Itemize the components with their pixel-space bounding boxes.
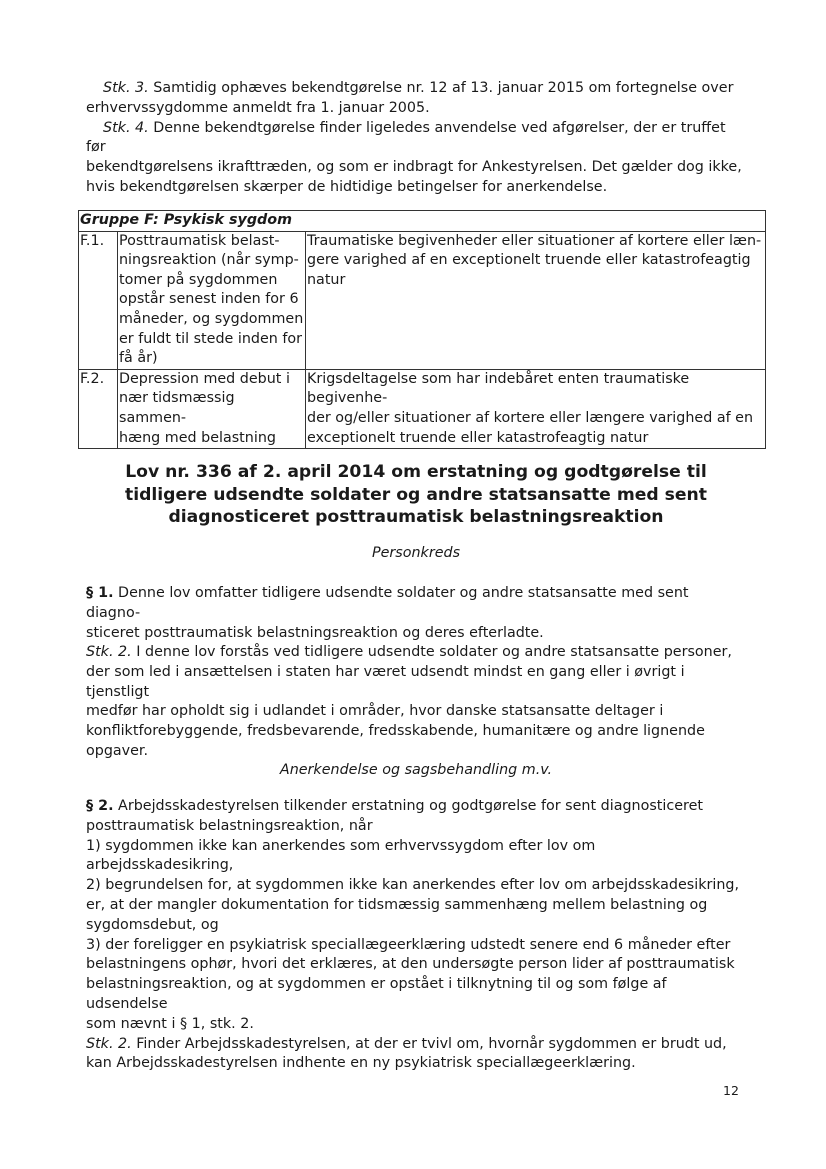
paragraph-text: I denne lov forstås ved tidligere udsendte soldater og andre statsansatte personer, [131, 644, 732, 660]
intro-paragraphs [86, 79, 746, 198]
page-number: 12 [723, 1083, 739, 1098]
stk4-text: Denne bekendtgørelse finder ligeledes anvendelse ved afgørelser, der er truffet før [86, 119, 726, 156]
paragraph-line: er, at der mangler dokumentation for tidsmæssig sammenhæng mellem belastning og [86, 896, 708, 913]
cell-line: gere varighed af en exceptionelt truende eller katastrofeagtig [307, 252, 751, 269]
stk4-line-1 [86, 119, 746, 159]
paragraph-line [86, 1035, 746, 1055]
table-row [79, 369, 766, 448]
cell-line: hæng med belastning [119, 429, 276, 446]
paragraph-line: kan Arbejdsskadestyrelsen indhente en ny psykiatrisk speciallægeerklæring. [86, 1055, 636, 1072]
stk2-label: Stk. 2. [86, 1035, 132, 1052]
paragraph-2-label: § 2. [86, 798, 114, 814]
stk4-line-2: bekendtgørelsens ikrafttræden, og som er indbragt for Ankestyrelsen. Det gælder dog ikke, [86, 159, 742, 176]
stk3-text: Samtidig ophæves bekendtgørelse nr. 12 af 13. januar 2015 om fortegnelse over [148, 80, 734, 96]
stk3-line-2: erhvervssygdomme anmeldt fra 1. januar 2005. [86, 99, 430, 116]
paragraph-1 [86, 584, 746, 643]
stk2-label: Stk. 2. [86, 644, 132, 660]
cell-line: Traumatiske begivenheder eller situationer af kortere eller læn- [307, 232, 762, 249]
paragraph-line: posttraumatisk belastningsreaktion, når [86, 817, 373, 834]
row-disease [118, 369, 306, 448]
paragraph-line [86, 797, 746, 817]
row-code: F.2. [79, 369, 118, 448]
section-title-personkreds: Personkreds [371, 545, 461, 561]
row-exposure [306, 231, 766, 369]
paragraph-line: sticeret posttraumatisk belastningsreaktion og deres efterladte. [86, 624, 544, 641]
cell-line: ningsreaktion (når symp- [119, 252, 299, 269]
paragraph-line: 1) sygdommen ikke kan anerkendes som erhvervssygdom efter lov om arbejdsskadesikring, [86, 837, 596, 874]
paragraph-line [86, 643, 746, 663]
cell-line: exceptionelt truende eller katastrofeagtig natur [307, 429, 649, 446]
paragraph-line: 3) der foreligger en psykiatrisk speciallægeerklæring udstedt senere end 6 måneder efter [86, 936, 731, 953]
paragraph-text: Arbejdsskadestyrelsen tilkender erstatning og godtgørelse for sent diagnosticeret [113, 798, 703, 814]
stk4-line-3: hvis bekendtgørelsen skærper de hidtidige betingelser for anerkendelse. [86, 178, 608, 195]
law-title-line: tidligere udsendte soldater og andre statsansatte med sent [124, 484, 708, 505]
law-title [86, 461, 746, 529]
stk3-line-1 [86, 79, 746, 99]
row-exposure [306, 369, 766, 448]
paragraph-line: 2) begrundelsen for, at sygdommen ikke kan anerkendes efter lov om arbejdsskadesikring, [86, 877, 740, 894]
cell-line: opstår senest inden for 6 [119, 291, 299, 308]
paragraph-line: belastningens ophør, hvori det erklæres, at den undersøgte person lider af posttraumatisk [86, 956, 735, 973]
paragraph-line: der som led i ansættelsen i staten har været udsendt mindst en gang eller i øvrigt i tjenstligt [86, 663, 685, 700]
paragraph-line: belastningsreaktion, og at sygdommen er opstået i tilknytning til og som følge af udsendelse [86, 976, 667, 1012]
law-title-line: diagnosticeret posttraumatisk belastningsreaktion [168, 507, 664, 527]
cell-line: nær tidsmæssig sammen- [119, 390, 235, 426]
paragraph-1-label: § 1. [86, 585, 114, 601]
cell-line: er fuldt til stede inden for [119, 330, 303, 347]
paragraph-2 [86, 797, 746, 1074]
section-title-anerkendelse: Anerkendelse og sagsbehandling m.v. [279, 762, 553, 778]
cell-line: få år) [119, 350, 158, 367]
paragraph-line [86, 584, 746, 624]
row-disease [118, 231, 306, 369]
cell-line: Posttraumatisk belast- [119, 232, 280, 249]
cell-line: Depression med debut i [119, 370, 290, 387]
stk3-label: Stk. 3. [103, 80, 149, 96]
paragraph-line: opgaver. [86, 742, 149, 759]
stk4-label: Stk. 4. [103, 119, 149, 136]
paragraph-line: som nævnt i § 1, stk. 2. [86, 1015, 254, 1032]
law-title-line: Lov nr. 336 af 2. april 2014 om erstatning og godtgørelse til [125, 462, 707, 482]
paragraph-1-stk2 [86, 643, 746, 762]
cell-line: tomer på sygdommen [119, 271, 278, 288]
paragraph-line: medfør har opholdt sig i udlandet i områder, hvor danske statsansatte deltager i [86, 703, 664, 720]
row-code: F.1. [79, 231, 118, 369]
paragraph-line: sygdomsdebut, og [86, 916, 219, 933]
paragraph-text: Denne lov omfatter tidligere udsendte soldater og andre statsansatte med sent diagno- [86, 585, 689, 621]
disease-table [78, 210, 766, 449]
cell-line: måneder, og sygdommen [119, 310, 304, 327]
paragraph-text: Finder Arbejdsskadestyrelsen, at der er tvivl om, hvornår sygdommen er brudt ud, [131, 1035, 727, 1052]
table-row [79, 231, 766, 369]
cell-line: Krigsdeltagelse som har indebåret enten traumatiske begivenhe- [307, 370, 690, 407]
cell-line: natur [307, 271, 346, 288]
cell-line: der og/eller situationer af kortere eller længere varighed af en [307, 409, 754, 426]
table-header: Gruppe F: Psykisk sygdom [79, 211, 766, 232]
paragraph-line: konfliktforebyggende, fredsbevarende, fredsskabende, humanitære og andre lignende [86, 723, 705, 740]
